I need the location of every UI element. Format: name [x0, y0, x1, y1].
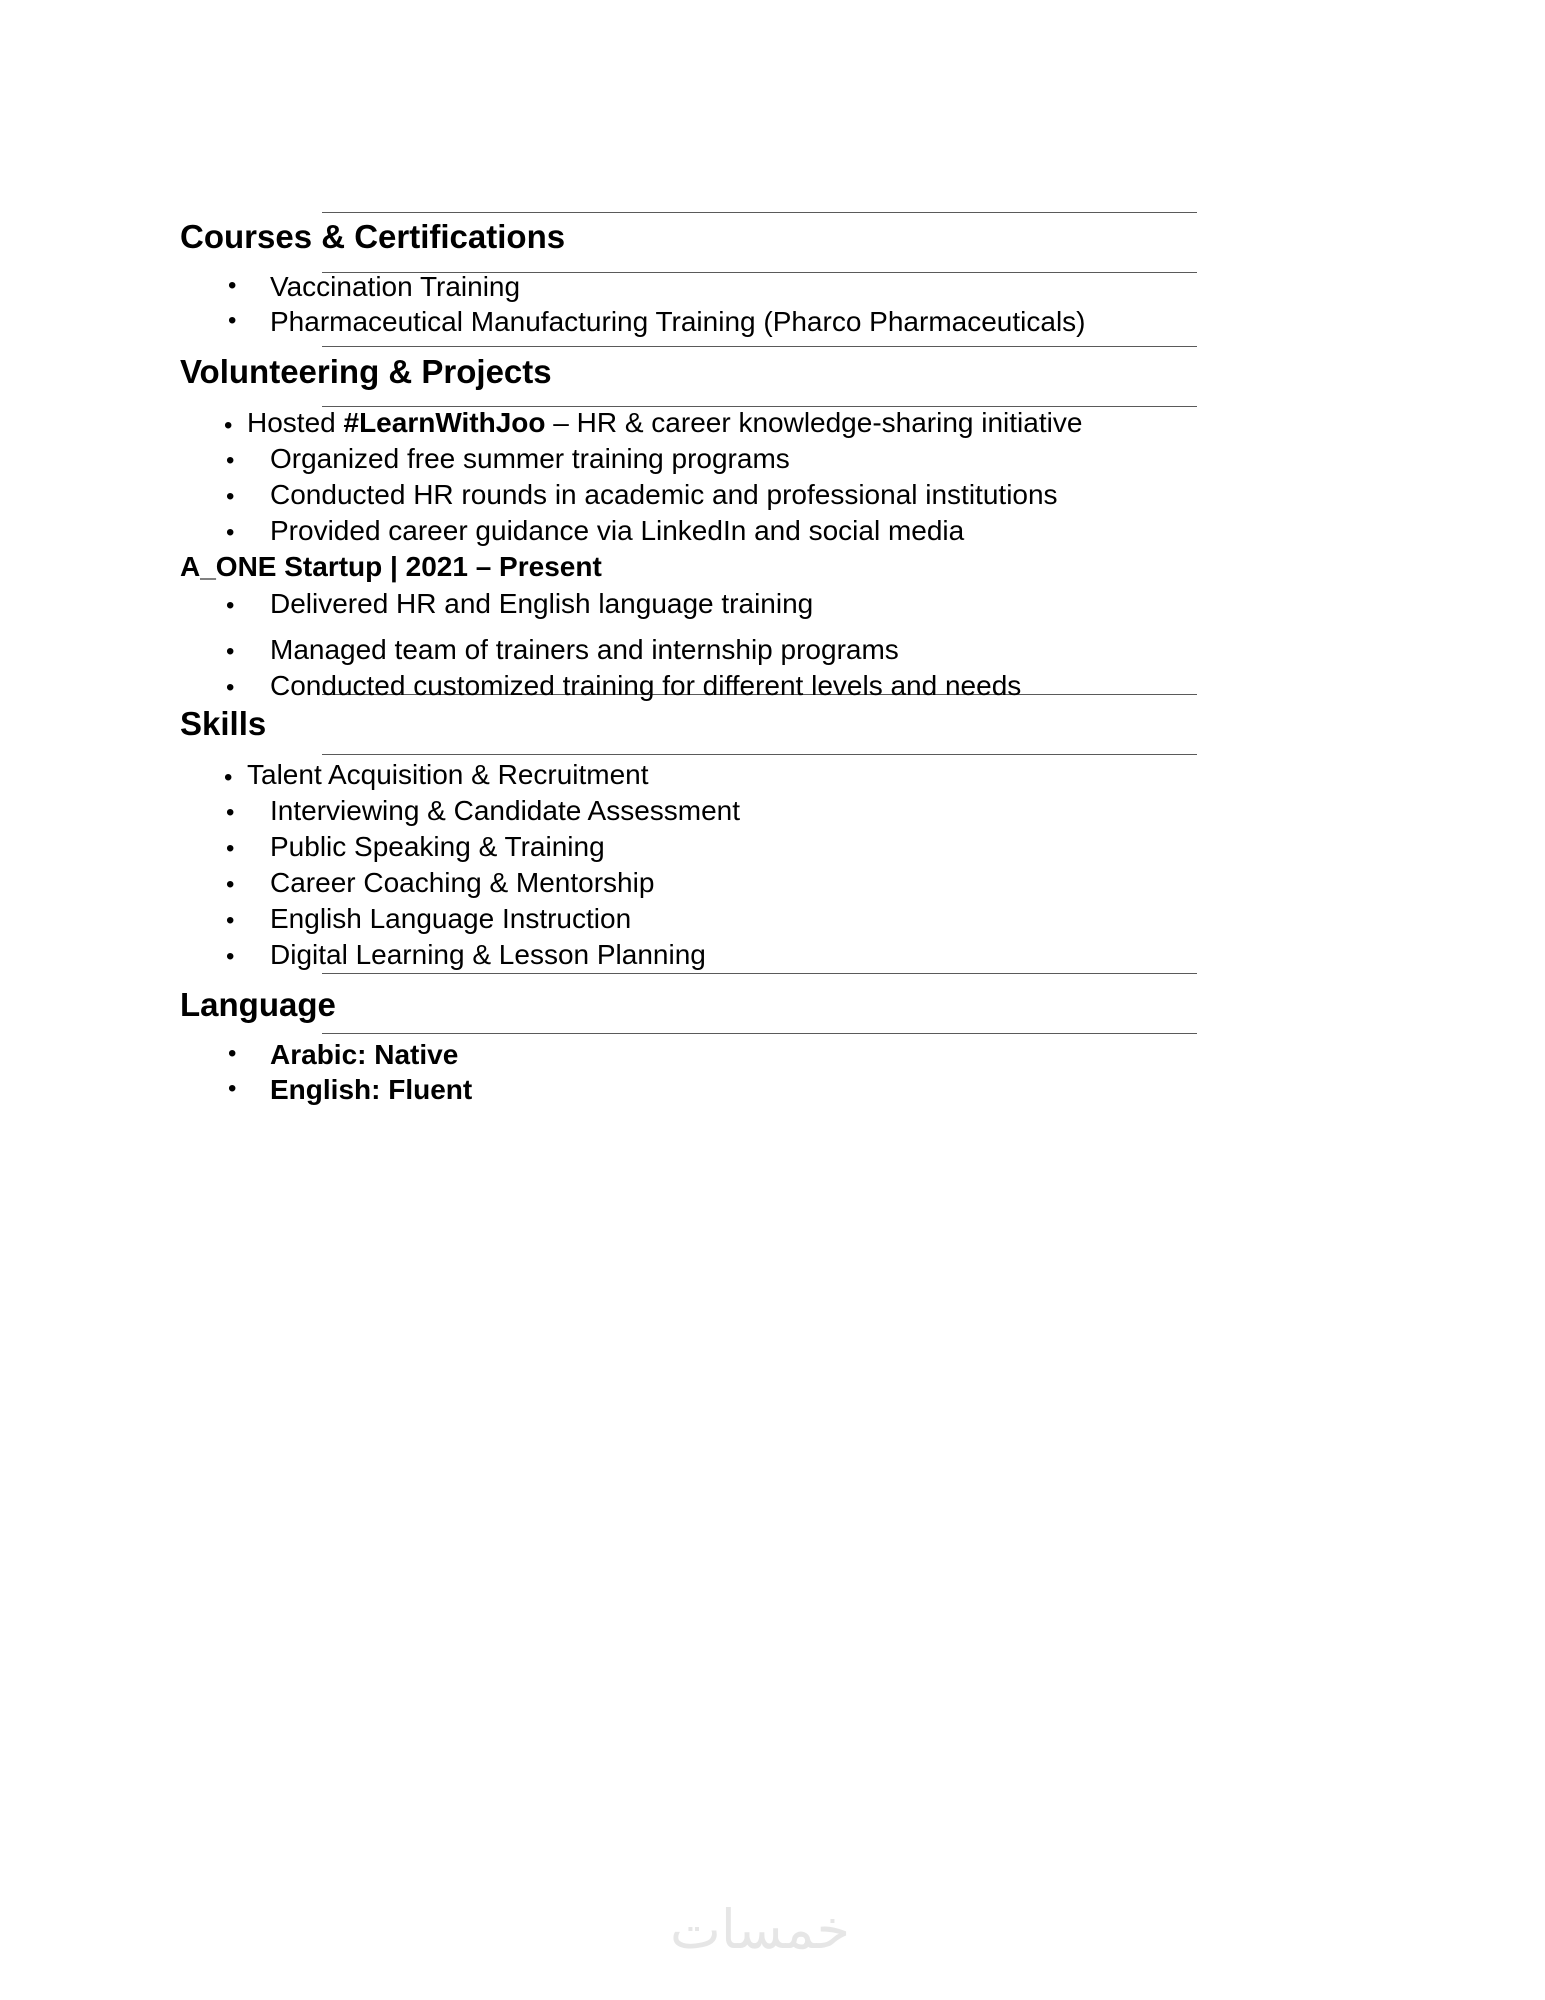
divider-line	[322, 212, 1197, 213]
list-item: Managed team of trainers and internship programs	[270, 634, 899, 665]
item-suffix: – HR & career knowledge-sharing initiative	[545, 407, 1083, 438]
divider-line	[322, 754, 1197, 755]
divider-line	[322, 973, 1197, 974]
list-item: Public Speaking & Training	[270, 831, 605, 862]
list-item: Vaccination Training	[270, 271, 521, 302]
list-item: Digital Learning & Lesson Planning	[270, 939, 706, 970]
section-heading-courses: Courses & Certifications	[180, 218, 566, 255]
list-item: Conducted HR rounds in academic and professional institutions	[270, 479, 1058, 510]
divider-line	[322, 1033, 1197, 1034]
bullet-icon: •	[226, 674, 235, 701]
bullet-icon: •	[226, 907, 235, 934]
bullet-icon: •	[228, 307, 237, 334]
list-item: English: Fluent	[270, 1074, 473, 1105]
bullet-icon: •	[226, 592, 235, 619]
list-item: Interviewing & Candidate Assessment	[270, 795, 741, 826]
experience-heading: A_ONE Startup | 2021 – Present	[180, 551, 602, 582]
bullet-icon: •	[226, 519, 235, 546]
list-item: Delivered HR and English language training	[270, 588, 814, 619]
watermark-logo: خمسات	[670, 1898, 851, 1961]
list-item: Career Coaching & Mentorship	[270, 867, 655, 898]
bullet-icon: •	[226, 943, 235, 970]
bullet-icon: •	[226, 871, 235, 898]
list-item: Pharmaceutical Manufacturing Training (Pharco Pharmaceuticals)	[270, 306, 1086, 337]
bullet-icon: •	[226, 638, 235, 665]
item-prefix: Hosted	[247, 407, 344, 438]
list-item: Talent Acquisition & Recruitment	[247, 759, 649, 790]
list-item: English Language Instruction	[270, 903, 632, 934]
bullet-icon: •	[228, 1040, 237, 1067]
bullet-icon: •	[226, 483, 235, 510]
bullet-icon: •	[224, 412, 233, 439]
list-item: Arabic: Native	[270, 1039, 459, 1070]
section-heading-skills: Skills	[180, 705, 267, 742]
divider-line	[322, 346, 1197, 347]
section-heading-volunteering: Volunteering & Projects	[180, 353, 552, 390]
bullet-icon: •	[228, 272, 237, 299]
bullet-icon: •	[228, 1075, 237, 1102]
bullet-icon: •	[226, 799, 235, 826]
hashtag-highlight: #LearnWithJoo	[343, 407, 546, 438]
section-heading-language: Language	[180, 986, 336, 1023]
bullet-icon: •	[224, 764, 233, 791]
list-item: Organized free summer training programs	[270, 443, 790, 474]
list-item: Conducted customized training for different levels and needs	[270, 670, 1022, 701]
bullet-icon: •	[226, 835, 235, 862]
list-item	[247, 409, 1082, 437]
list-item: Provided career guidance via LinkedIn and social media	[270, 515, 965, 546]
bullet-icon: •	[226, 447, 235, 474]
